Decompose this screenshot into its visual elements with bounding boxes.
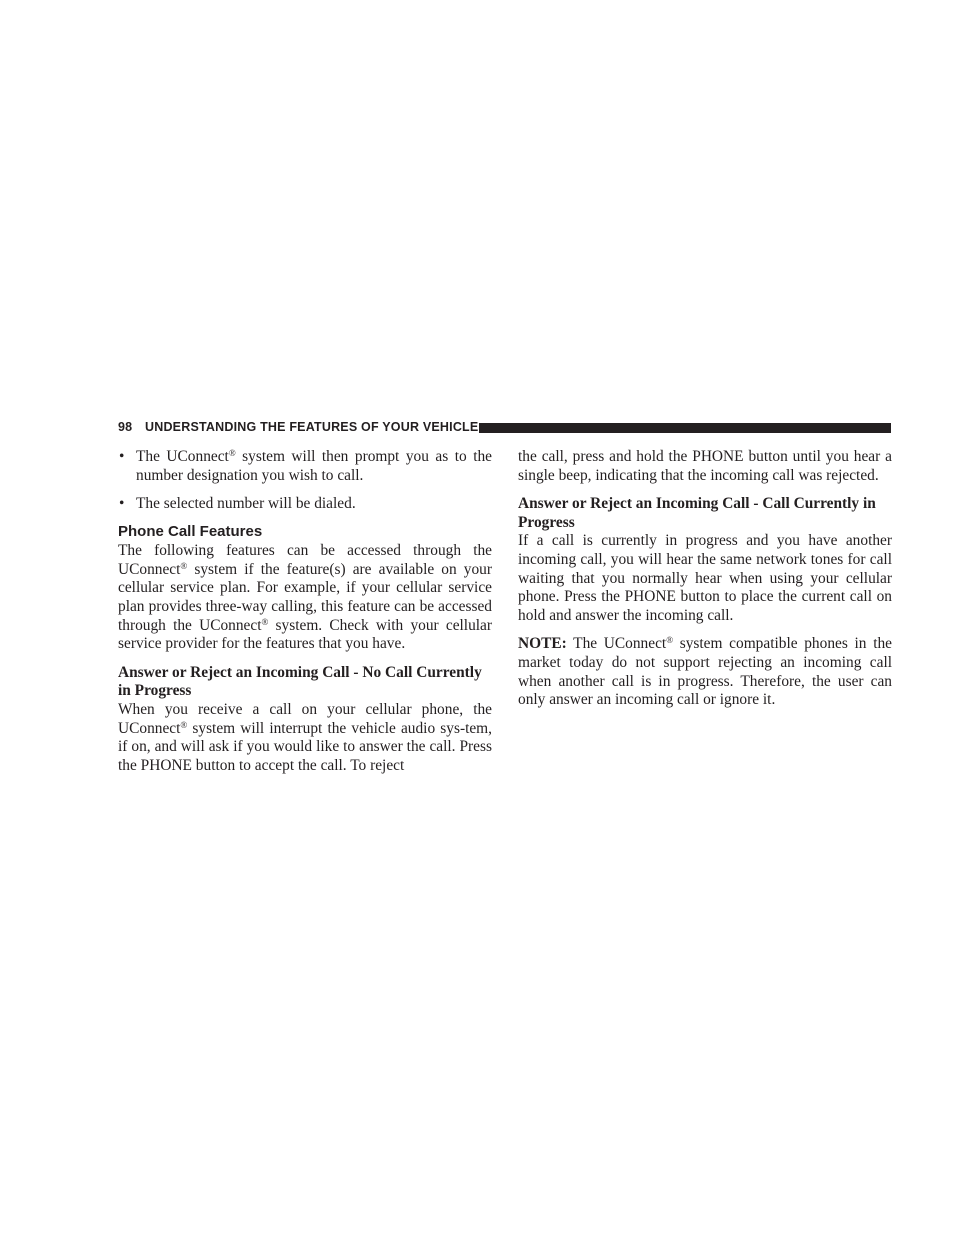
bullet-dot: • [119,448,125,465]
bullet2-text: The selected number will be dialed. [136,494,356,512]
right-column [518,448,892,710]
registered-mark: ® [228,448,236,458]
note-label: NOTE: [518,635,567,653]
bullet1-text-a: The UConnect [136,448,229,465]
para1-text-b: system if the feature(s) are available on your cellular service plan. For example, if your cellular service plan provides three-way calling, this feature can be accessed through the UConnect [118,560,492,634]
heading-call-in-progress: Answer or Reject an Incoming Call - Call Currently in Progress [518,494,876,531]
registered-mark: ® [180,719,188,730]
para1-text-c: system. Check with your cellular service provider for the features that you have. [118,616,493,653]
paragraph-receive-call [118,701,492,776]
paragraph-call-waiting: If a call is currently in progress and you have another incoming call, you will hear the same network tones for call waiting that you normally hear when using your cellular phone. Press the PHONE button to place the current call on hold and answer the incoming call. [518,532,892,625]
note-text-a: The UConnect [566,635,667,653]
bullet-dot: • [119,494,125,512]
header-rule [479,423,891,433]
registered-mark: ® [180,560,188,571]
left-column [118,448,492,776]
bullet-item-dialed [118,495,492,514]
note-text-b: system compatible phones in the market today do not support rejecting an incoming call when another call is in progress. Therefore, the user can only answer an incoming call or ignore it. [518,635,892,709]
bullet-item-prompt [118,448,492,485]
paragraph-features [118,542,492,654]
para2-text-a: When you receive a call on your cellular phone, the UConnect [118,700,492,737]
heading-no-call-in-progress: Answer or Reject an Incoming Call - No Call Currently in Progress [118,663,482,700]
page-number: 98 [118,420,133,434]
para2-text-b: system will interrupt the vehicle audio sys-tem, if on, and will ask if you would like to answer the call. Press the PHONE button to accept the call. To reject [118,719,492,775]
note-paragraph [518,635,892,710]
paragraph-reject-continued: the call, press and hold the PHONE button until you hear a single beep, indicating that the incoming call was rejected. [518,448,892,484]
registered-mark: ® [261,616,269,627]
heading-phone-call-features: Phone Call Features [118,523,263,541]
para1-text-a: The following features can be accessed through the UConnect [118,541,492,578]
page-header [118,419,891,437]
registered-mark: ® [666,635,674,646]
bullet1-text-b: system will then prompt you as to the number designation you wish to call. [136,448,492,484]
section-title: UNDERSTANDING THE FEATURES OF YOUR VEHICLE [145,420,479,434]
